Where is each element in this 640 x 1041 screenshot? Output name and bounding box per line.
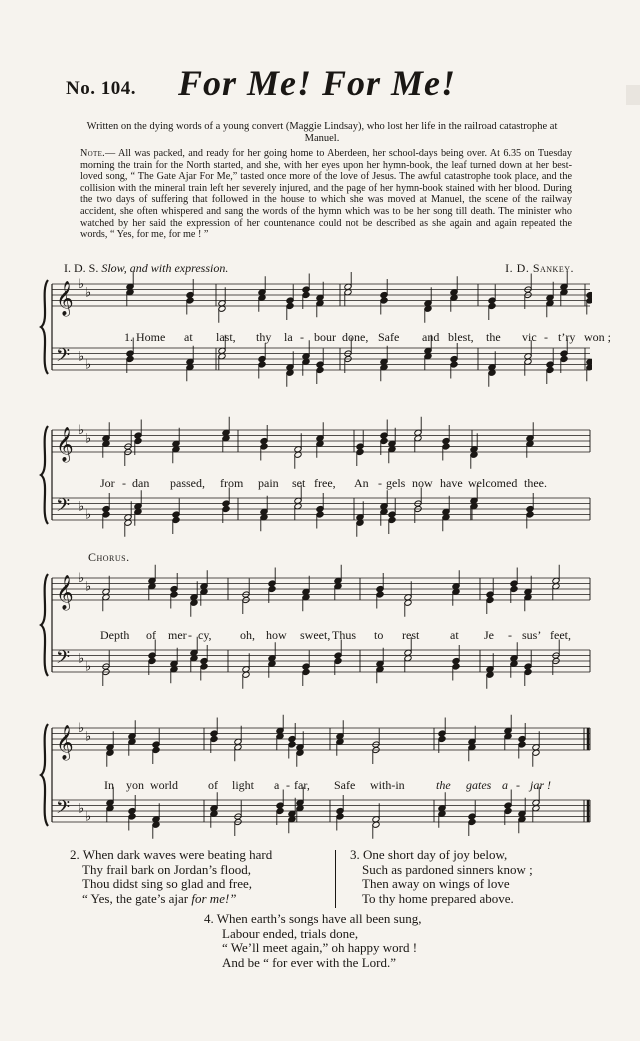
lyric-syllable: An bbox=[354, 476, 369, 490]
lyric-syllable: world bbox=[150, 778, 178, 792]
verses bbox=[0, 848, 640, 1028]
music-system-3 bbox=[38, 564, 592, 694]
bass-clef-icon: 𝄢 bbox=[56, 647, 71, 673]
lyric-syllable: la bbox=[284, 330, 293, 344]
system-brace bbox=[41, 724, 48, 826]
lyric-syllable: Safe bbox=[334, 778, 356, 792]
composer: I. D. Sankey. bbox=[505, 261, 574, 275]
lyric-syllable: Jor bbox=[100, 476, 115, 490]
verse-line: Thou didst sing so glad and free, bbox=[82, 876, 253, 891]
lyric-syllable: to bbox=[374, 628, 384, 642]
note-lead: Note. bbox=[80, 148, 106, 159]
flat-icon: ♭ bbox=[85, 431, 92, 447]
lyric-syllable: the bbox=[436, 778, 451, 792]
flat-icon: ♭ bbox=[85, 285, 92, 301]
lyric-syllable: thee. bbox=[524, 476, 547, 490]
note-text: — All was packed, and ready for her going home to Aberdeen, her school-days being over. At 6.35 on Tuesday morning the train for the North started, and she, with her eyes upon her hymn-book, the leaf turned down at her best-loved song, “ The Gate Ajar For Me,” tasted once more of the love of Jesus. The awful catastrophe took place, and the collision with the mineral train left her severely injured, and the page of her hymn-book stained with her blood. During the two days of suffering that followed in the house to which she was moved at Manuel, the scene of the railway accident, she often whispered and sang the words of the hymn which was to be her song till death. The minister who watched by her said the expression of her countenance could not be described as she again and again repeated the words, “ Yes, for me, for me ! ” bbox=[80, 148, 572, 241]
verse-line: Then away on wings of love bbox=[362, 876, 510, 891]
page-edge-shadow bbox=[626, 85, 640, 105]
lyric-syllable: gels bbox=[386, 476, 406, 490]
lyric-syllable: feet, bbox=[550, 628, 571, 642]
lyric-syllable: - bbox=[188, 628, 192, 642]
treble-clef-icon: 𝄞 bbox=[56, 281, 74, 316]
author: I. D. S. bbox=[64, 261, 99, 275]
flat-icon: ♭ bbox=[85, 579, 92, 595]
lyric-syllable: - bbox=[544, 330, 548, 344]
verse-line-text: “ Yes, the gate’s ajar bbox=[82, 890, 189, 906]
lyric-syllable: - bbox=[508, 628, 512, 642]
lyric-syllable: far, bbox=[294, 778, 310, 792]
lyric-syllable: pain bbox=[258, 476, 279, 490]
treble-clef-icon: 𝄞 bbox=[56, 725, 74, 760]
lyric-syllable: blest, bbox=[448, 330, 474, 344]
flat-icon: ♭ bbox=[78, 277, 85, 292]
system-brace bbox=[41, 426, 48, 524]
lyric-syllable: have bbox=[440, 476, 463, 490]
bass-clef-icon: 𝄢 bbox=[56, 345, 71, 371]
lyric-syllable: - bbox=[378, 476, 382, 490]
flat-icon: ♭ bbox=[78, 721, 85, 736]
lyric-syllable: oh, bbox=[240, 628, 255, 642]
hymn-intro: Written on the dying words of a young convert (Maggie Lindsay), who lost her life in the railroad catastrophe at Manuel. bbox=[86, 121, 558, 144]
chorus-label: Chorus. bbox=[88, 550, 130, 564]
lyric-syllable: a bbox=[274, 778, 280, 792]
music-system-1 bbox=[38, 272, 611, 392]
lyric-syllable: free, bbox=[314, 476, 336, 490]
verse-line: 3. One short day of joy below, bbox=[350, 847, 508, 862]
lyric-syllable: 1. Home bbox=[124, 330, 166, 344]
lyric-syllable: the bbox=[486, 330, 501, 344]
verse-line: “ We’ll meet again,” oh happy word ! bbox=[222, 940, 418, 955]
tempo-marking: Slow, and with expression. bbox=[101, 261, 229, 275]
verse-line: Thy frail bark on Jordan’s flood, bbox=[82, 861, 251, 877]
lyric-syllable: at bbox=[450, 628, 459, 642]
flat-icon: ♭ bbox=[78, 499, 85, 515]
treble-clef-icon: 𝄞 bbox=[56, 427, 74, 462]
lyric-syllable: Je bbox=[484, 628, 494, 642]
music-system-2 bbox=[38, 412, 592, 542]
lyric-syllable: now bbox=[412, 476, 433, 490]
verse-ending-italic: for me!” bbox=[191, 890, 237, 906]
lyric-syllable: and bbox=[422, 330, 440, 344]
verse-line: 4. When earth’s songs have all been sung, bbox=[204, 911, 422, 926]
flat-icon: ♭ bbox=[85, 729, 92, 745]
flat-icon: ♭ bbox=[85, 507, 92, 523]
lyric-syllable: - bbox=[286, 778, 290, 792]
verse-2 bbox=[70, 848, 272, 906]
lyric-syllable: yon bbox=[126, 778, 144, 792]
lyric-syllable: from bbox=[220, 476, 244, 490]
lyric-syllable: - bbox=[122, 476, 126, 490]
verse-line: Labour ended, trials done, bbox=[222, 925, 359, 941]
lyric-syllable: a bbox=[502, 778, 508, 792]
hymn-note bbox=[80, 148, 572, 241]
lyric-syllable: jar ! bbox=[530, 778, 551, 792]
hymn-header bbox=[0, 60, 640, 110]
lyric-syllable: at bbox=[184, 330, 193, 344]
hymn-number: No. 104. bbox=[66, 78, 136, 99]
verse-line: 2. When dark waves were beating hard bbox=[70, 847, 273, 862]
verse-line bbox=[70, 892, 272, 907]
bass-clef-icon: 𝄢 bbox=[56, 797, 71, 823]
lyric-syllable: done, bbox=[342, 330, 369, 344]
flat-icon: ♭ bbox=[78, 571, 85, 586]
flat-icon: ♭ bbox=[78, 349, 85, 365]
music-system-4 bbox=[38, 714, 592, 844]
lyric-syllable: light bbox=[232, 778, 255, 792]
flat-icon: ♭ bbox=[85, 809, 92, 825]
lyric-syllable: Depth bbox=[100, 628, 130, 642]
lyric-syllable: dan bbox=[132, 476, 150, 490]
lyric-syllable: t’ry bbox=[558, 330, 576, 344]
lyric-syllable: won ; bbox=[584, 330, 611, 344]
lyric-syllable: In bbox=[104, 778, 114, 792]
lyric-syllable: sus’ bbox=[522, 628, 542, 642]
verse-4 bbox=[204, 912, 421, 970]
flat-icon: ♭ bbox=[78, 423, 85, 438]
lyric-syllable: cy, bbox=[198, 628, 212, 642]
lyric-syllable: of bbox=[208, 778, 218, 792]
flat-icon: ♭ bbox=[85, 357, 92, 373]
lyric-syllable: thy bbox=[256, 330, 272, 344]
lyric-syllable: bour bbox=[314, 330, 336, 344]
staff-svg bbox=[38, 714, 592, 844]
hymn-title: For Me! For Me! bbox=[178, 63, 457, 103]
flat-icon: ♭ bbox=[85, 659, 92, 675]
lyric-syllable: - bbox=[516, 778, 520, 792]
lyric-syllable: set bbox=[292, 476, 306, 490]
bass-clef-icon: 𝄢 bbox=[56, 495, 71, 521]
lyric-syllable: welcomed bbox=[468, 476, 518, 490]
lyric-syllable: with-in bbox=[370, 778, 405, 792]
lyric-syllable: rest bbox=[402, 628, 420, 642]
system-brace bbox=[41, 280, 48, 374]
lyric-syllable: gates bbox=[466, 778, 492, 792]
lyric-syllable: last, bbox=[216, 330, 236, 344]
system-brace bbox=[41, 574, 48, 676]
lyric-syllable: passed, bbox=[170, 476, 205, 490]
lyric-syllable: Thus bbox=[332, 628, 356, 642]
verse-line: And be “ for ever with the Lord.” bbox=[222, 954, 396, 970]
flat-icon: ♭ bbox=[78, 801, 85, 817]
verse-line: To thy home prepared above. bbox=[362, 890, 514, 906]
lyric-syllable: - bbox=[300, 330, 304, 344]
flat-icon: ♭ bbox=[78, 651, 85, 667]
lyric-syllable: vic bbox=[522, 330, 537, 344]
lyric-syllable: how bbox=[266, 628, 287, 642]
treble-clef-icon: 𝄞 bbox=[56, 575, 74, 610]
verse-line: Such as pardoned sinners know ; bbox=[362, 861, 533, 877]
lyric-syllable: Safe bbox=[378, 330, 400, 344]
lyric-syllable: sweet, bbox=[300, 628, 331, 642]
lyric-syllable: mer bbox=[168, 628, 187, 642]
lyric-syllable: of bbox=[146, 628, 156, 642]
verse-3 bbox=[350, 848, 533, 906]
